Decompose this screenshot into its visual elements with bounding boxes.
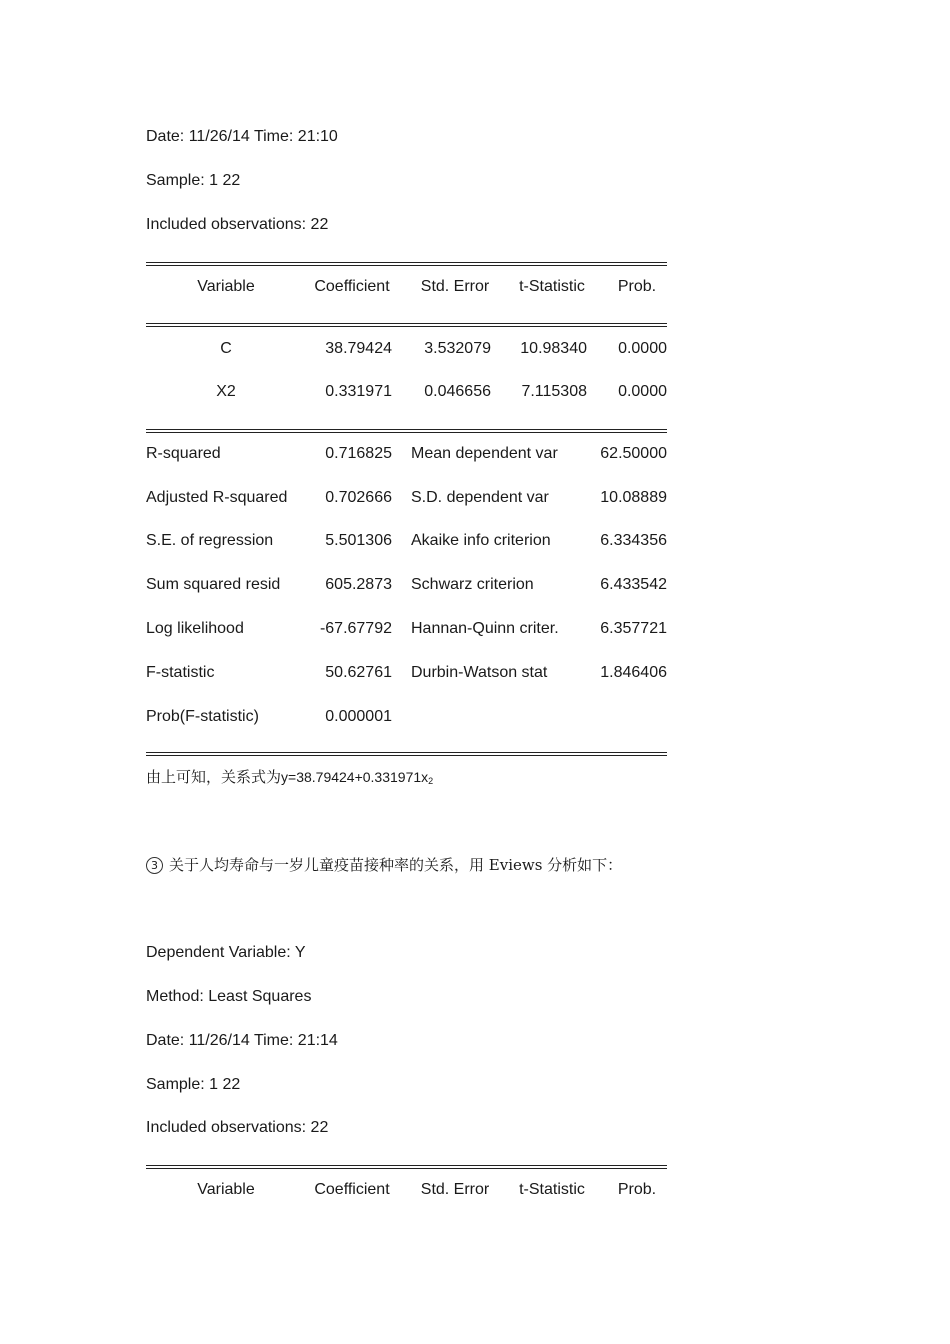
header-std-error: Std. Error [420,1181,490,1198]
conclusion-prefix: 由上可知，关系式为 [146,768,282,786]
table-top-rule [146,262,667,266]
dependent-variable-line: Dependent Variable: Y [146,944,306,961]
stat-value: 0.000001 [325,708,392,725]
stat-value: 6.334356 [600,532,667,549]
row-coefficient: 38.79424 [325,340,392,357]
header-rule [146,323,667,327]
conclusion-formula: y=38.79424+0.331971x [281,769,429,785]
row-t-statistic: 10.98340 [520,340,587,357]
stat-value: 1.846406 [600,664,667,681]
row-variable: C [220,340,232,357]
header-prob: Prob. [617,1181,657,1198]
table-bottom-rule [146,752,667,756]
date-time-line: Date: 11/26/14 Time: 21:14 [146,1032,338,1049]
header-coefficient: Coefficient [314,278,390,295]
stat-value: 0.716825 [325,445,392,462]
header-coefficient: Coefficient [314,1181,390,1198]
header-t-statistic: t-Statistic [519,278,585,295]
stat-label: Durbin-Watson stat [411,664,548,681]
row-std-error: 3.532079 [424,340,491,357]
stat-label: F-statistic [146,664,215,681]
observations-line: Included observations: 22 [146,1119,329,1136]
stat-label: Akaike info criterion [411,532,551,549]
row-prob: 0.0000 [618,340,667,357]
stat-label: S.E. of regression [146,532,274,549]
stat-value: -67.67792 [319,620,392,637]
sample-line: Sample: 1 22 [146,172,241,189]
stat-value: 605.2873 [325,576,392,593]
stat-value: 10.08889 [600,489,667,506]
stat-label: Hannan-Quinn criter. [411,620,559,637]
section-text: 关于人均寿命与一岁儿童疫苗接种率的关系，用 Eviews 分析如下： [169,856,623,874]
method-line: Method: Least Squares [146,988,312,1005]
section-heading [146,855,622,875]
stat-label: S.D. dependent var [411,489,549,506]
circled-number-icon: 3 [146,857,163,874]
stat-value: 6.357721 [600,620,667,637]
stat-label: Sum squared resid [146,576,281,593]
stat-label: R-squared [146,445,221,462]
stat-label: Mean dependent var [411,445,558,462]
sample-line: Sample: 1 22 [146,1076,241,1093]
stat-label: Prob(F-statistic) [146,708,259,725]
stat-value: 62.50000 [600,445,667,462]
header-t-statistic: t-Statistic [519,1181,585,1198]
stat-label: Schwarz criterion [411,576,534,593]
stat-label: Adjusted R-squared [146,489,288,506]
header-prob: Prob. [617,278,657,295]
observations-line: Included observations: 22 [146,216,329,233]
stat-value: 6.433542 [600,576,667,593]
conclusion-line [146,767,433,791]
row-coefficient: 0.331971 [325,383,392,400]
date-time-line: Date: 11/26/14 Time: 21:10 [146,128,338,145]
stat-value: 50.62761 [325,664,392,681]
stat-value: 5.501306 [325,532,392,549]
stats-rule [146,429,667,433]
header-variable: Variable [197,278,255,295]
header-std-error: Std. Error [420,278,490,295]
header-variable: Variable [197,1181,255,1198]
table-top-rule [146,1165,667,1169]
row-prob: 0.0000 [618,383,667,400]
row-t-statistic: 7.115308 [521,383,587,400]
row-variable: X2 [216,383,236,400]
stat-label: Log likelihood [146,620,244,637]
stat-value: 0.702666 [325,489,392,506]
formula-subscript: 2 [428,776,434,786]
row-std-error: 0.046656 [424,383,491,400]
